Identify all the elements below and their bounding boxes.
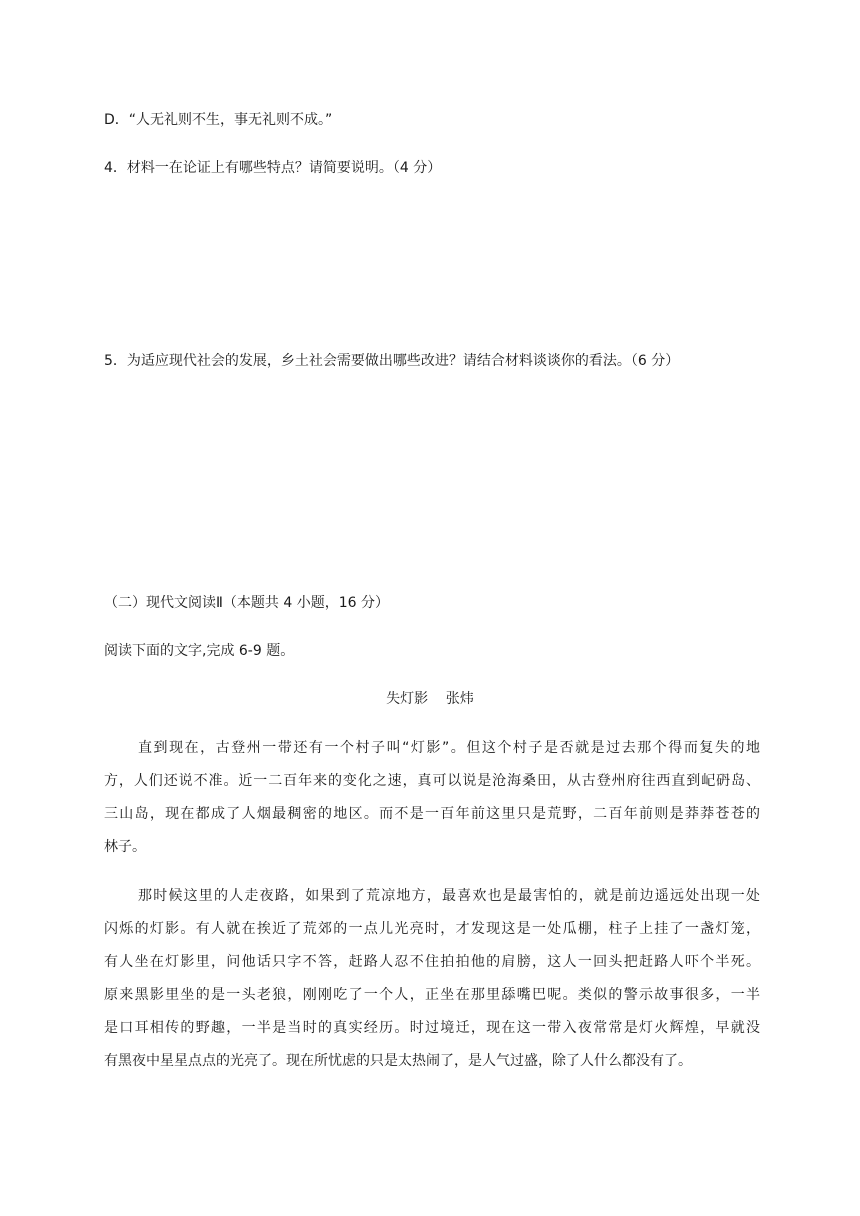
paragraph-line: 原来黑影里坐的是一头老狼，刚刚吃了一个人，正坐在那里舔嘴巴呢。类似的警示故事很多，一半: [104, 987, 760, 1003]
paragraph-line: 那时候这里的人走夜路，如果到了荒凉地方，最喜欢也是最害怕的，就是前边遥远处出现一处: [138, 888, 760, 904]
paragraph-line: 方，人们还说不准。近一二百年来的变化之速，真可以说是沧海桑田，从古登州府往西直到屺砃岛、: [104, 773, 760, 789]
paragraph-2: [104, 886, 760, 1084]
paragraph-1: [104, 738, 760, 870]
paragraph-line: 是口耳相传的野趣，一半是当时的真实经历。时过境迁，现在这一带入夜常常是灯火辉煌，早就没: [104, 1020, 760, 1036]
paragraph-line: 直到现在，古登州一带还有一个村子叫“灯影”。但这个村子是否就是过去那个得而复失的地: [138, 740, 760, 756]
reading-instruction: 阅读下面的文字,完成 6-9 题。: [104, 643, 295, 659]
paragraph-line: 有人坐在灯影里，问他话只字不答，赶路人忍不住拍拍他的肩膀，这人一回头把赶路人吓个半死。: [104, 954, 760, 970]
question-5: 5．为适应现代社会的发展，乡土社会需要做出哪些改进？请结合材料谈谈你的看法。（6 分）: [104, 353, 680, 369]
paragraph-line: 三山岛，现在都成了人烟最稠密的地区。而不是一百年前这里只是荒野，二百年前则是莽莽苍苍的: [104, 806, 760, 822]
article-title: 失灯影 张炜: [386, 691, 474, 707]
section-heading: （二）现代文阅读Ⅱ（本题共 4 小题，16 分）: [104, 595, 389, 611]
paragraph-line: 闪烁的灯影。有人就在挨近了荒郊的一点儿光亮时，才发现这是一处瓜棚，柱子上挂了一盏灯笼，: [104, 921, 760, 937]
paragraph-line: 林子。: [104, 839, 146, 855]
option-d: D．“人无礼则不生，事无礼则不成。”: [104, 112, 333, 128]
question-4: 4．材料一在论证上有哪些特点？请简要说明。（4 分）: [104, 160, 442, 176]
paragraph-line: 有黑夜中星星点点的光亮了。现在所忧虑的只是太热闹了，是人气过盛，除了人什么都没有了。: [104, 1053, 692, 1069]
